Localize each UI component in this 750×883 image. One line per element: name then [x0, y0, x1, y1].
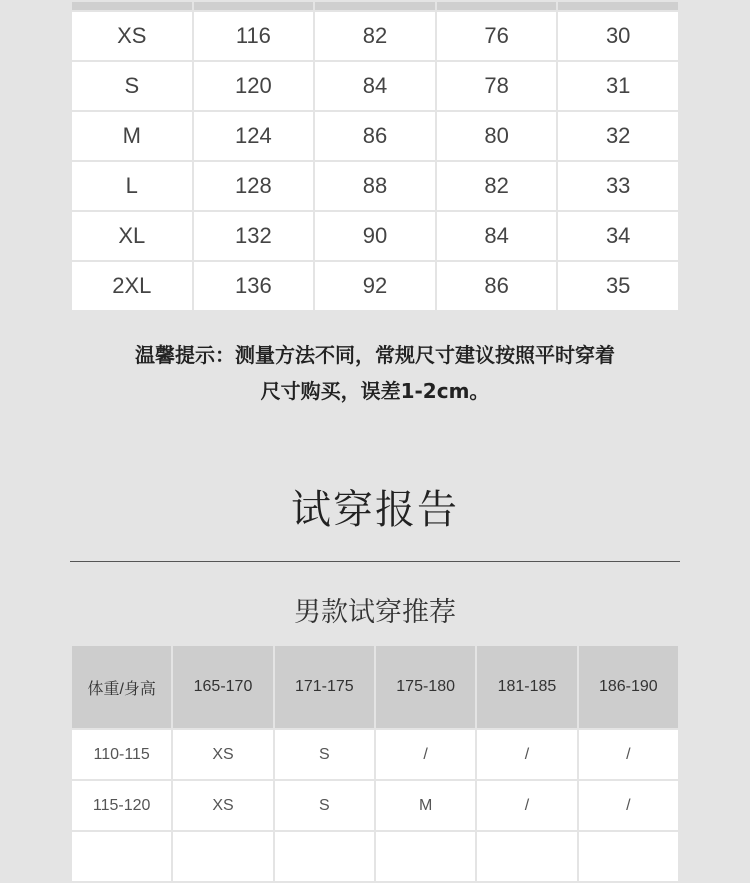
- size-row: [71, 111, 679, 161]
- column-header: 186-190: [578, 645, 679, 729]
- size-cell: 88: [314, 161, 436, 211]
- table-cell: [71, 831, 172, 882]
- size-row: [71, 261, 679, 311]
- table-cell: M: [375, 780, 476, 831]
- size-cell: XL: [71, 211, 193, 261]
- section-title: 试穿报告: [291, 487, 459, 533]
- size-cell: 33: [557, 161, 679, 211]
- table-cell: [274, 831, 375, 882]
- table-cell: [172, 831, 273, 882]
- column-header: 175-180: [375, 645, 476, 729]
- size-cell: L: [71, 161, 193, 211]
- size-cell: XS: [71, 11, 193, 61]
- size-cell: 136: [193, 261, 315, 311]
- size-cell: 80: [436, 111, 558, 161]
- table-cell: /: [578, 729, 679, 780]
- table-cell: 110-115: [71, 729, 172, 780]
- table-row: [71, 831, 679, 882]
- table-cell: [375, 831, 476, 882]
- size-row: [71, 11, 679, 61]
- measurement-tip-line: 温馨提示：测量方法不同，常规尺寸建议按照平时穿着: [135, 343, 615, 367]
- table-cell: [476, 831, 577, 882]
- table-cell: XS: [172, 729, 273, 780]
- size-cell: 35: [557, 261, 679, 311]
- size-cell: 82: [314, 11, 436, 61]
- table-cell: /: [476, 780, 577, 831]
- size-cell: 84: [436, 211, 558, 261]
- size-cell: 90: [314, 211, 436, 261]
- table-cell: [578, 831, 679, 882]
- size-cell: 124: [193, 111, 315, 161]
- size-cell: 132: [193, 211, 315, 261]
- column-header: 171-175: [274, 645, 375, 729]
- size-cell: 32: [557, 111, 679, 161]
- section-divider: [70, 561, 680, 562]
- table-row: [71, 729, 679, 780]
- size-cell: 120: [193, 61, 315, 111]
- table-header-row: [71, 645, 679, 729]
- size-cell: 128: [193, 161, 315, 211]
- table-row: [71, 780, 679, 831]
- section-subtitle: 男款试穿推荐: [294, 597, 456, 628]
- size-cell: 76: [436, 11, 558, 61]
- measurement-tip-line: 尺寸购买，误差1-2cm。: [260, 379, 490, 403]
- table-cell: 115-120: [71, 780, 172, 831]
- size-cell: 78: [436, 61, 558, 111]
- size-chart-header-strip: [71, 1, 679, 11]
- size-cell: 116: [193, 11, 315, 61]
- table-cell: /: [578, 780, 679, 831]
- table-cell: XS: [172, 780, 273, 831]
- size-cell: S: [71, 61, 193, 111]
- size-cell: 86: [436, 261, 558, 311]
- size-cell: M: [71, 111, 193, 161]
- size-cell: 84: [314, 61, 436, 111]
- fit-recommendation-table: [70, 644, 680, 883]
- table-cell: /: [476, 729, 577, 780]
- column-header: 181-185: [476, 645, 577, 729]
- column-header: 体重/身高: [71, 645, 172, 729]
- size-row: [71, 211, 679, 261]
- size-row: [71, 161, 679, 211]
- size-cell: 34: [557, 211, 679, 261]
- size-cell: 82: [436, 161, 558, 211]
- table-cell: S: [274, 780, 375, 831]
- size-chart-table: [70, 0, 680, 312]
- size-cell: 86: [314, 111, 436, 161]
- size-cell: 92: [314, 261, 436, 311]
- column-header: 165-170: [172, 645, 273, 729]
- size-cell: 31: [557, 61, 679, 111]
- size-row: [71, 61, 679, 111]
- measurement-tip: [70, 337, 680, 409]
- size-cell: 30: [557, 11, 679, 61]
- size-cell: 2XL: [71, 261, 193, 311]
- table-cell: S: [274, 729, 375, 780]
- table-cell: /: [375, 729, 476, 780]
